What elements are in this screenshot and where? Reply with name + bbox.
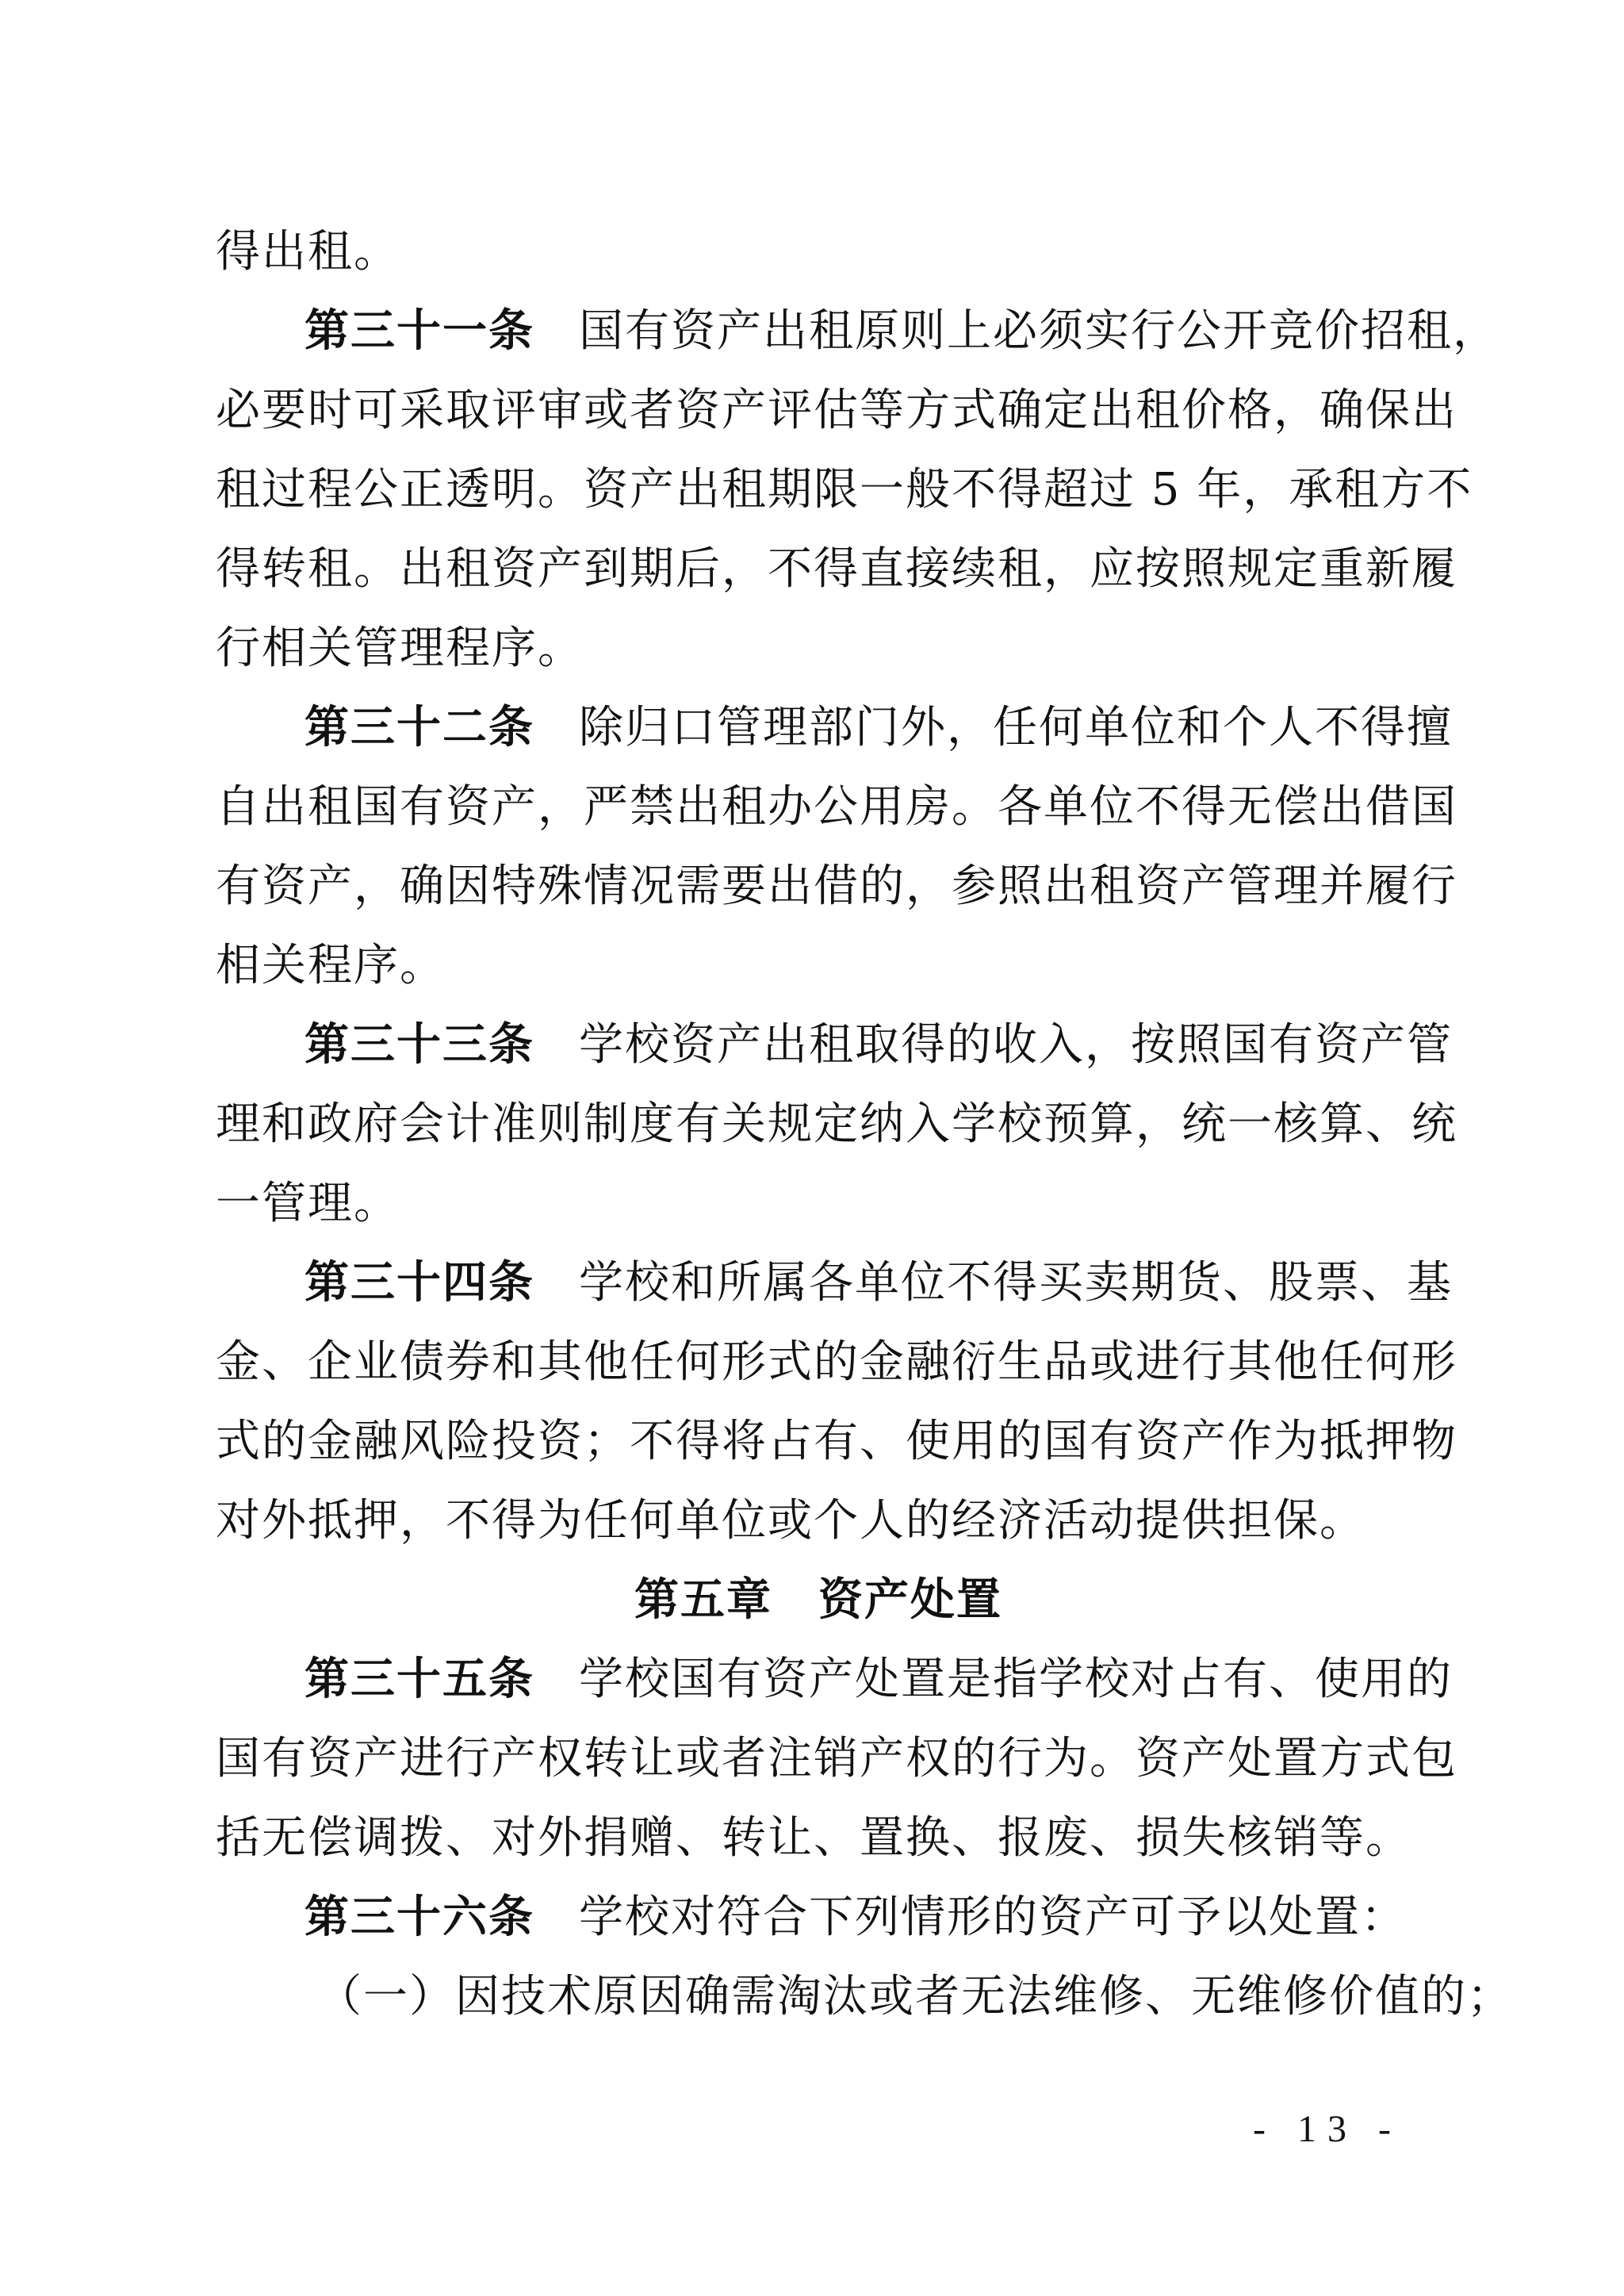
article-36 — [216, 1878, 1421, 1957]
text-line: 租过程公正透明。资产出租期限一般不得超过 5 年，承租方不 — [216, 464, 1473, 516]
article-text: 学校和所属各单位不得买卖期货、股票、基 — [579, 1257, 1453, 1309]
text-line: 有资产，确因特殊情况需要出借的，参照出租资产管理并履行 — [216, 861, 1457, 912]
article-text: 国有资产出租原则上必须实行公开竞价招租， — [579, 305, 1499, 357]
article-text: 除归口管理部门外，任何单位和个人不得擅 — [579, 702, 1453, 753]
article-title: 第三十二条 — [304, 702, 534, 753]
text-line: 得出租。 — [216, 226, 400, 278]
text-line: 理和政府会计准则制度有关规定纳入学校预算，统一核算、统 — [216, 1098, 1457, 1150]
article-title: 第三十五条 — [304, 1654, 534, 1705]
list-item: （一）因技术原因确需淘汰或者无法维修、无维修价值的； — [317, 1971, 1513, 2022]
chapter-heading: 第五章 资产处置 — [634, 1574, 1002, 1626]
text-line: 必要时可采取评审或者资产评估等方式确定出租价格，确保出 — [216, 385, 1457, 436]
text-line: 行相关管理程序。 — [216, 623, 584, 674]
article-title: 第三十三条 — [304, 1019, 534, 1071]
text-line: 括无偿调拨、对外捐赠、转让、置换、报废、损失核销等。 — [216, 1812, 1411, 1864]
article-text: 学校国有资产处置是指学校对占有、使用的 — [579, 1654, 1453, 1705]
text-line: 一管理。 — [216, 1178, 400, 1229]
article-34 — [216, 1244, 1453, 1323]
article-text: 学校对符合下列情形的资产可予以处置： — [579, 1892, 1407, 1943]
text-line: 国有资产进行产权转让或者注销产权的行为。资产处置方式包 — [216, 1733, 1457, 1784]
article-title: 第三十六条 — [304, 1892, 534, 1943]
article-33 — [216, 1006, 1453, 1085]
article-text: 学校资产出租取得的收入，按照国有资产管 — [579, 1019, 1453, 1071]
body-text — [216, 213, 1513, 2037]
text-line: 金、企业债券和其他任何形式的金融衍生品或进行其他任何形 — [216, 1336, 1457, 1388]
article-32 — [216, 688, 1453, 768]
text-line: 得转租。出租资产到期后，不得直接续租，应按照规定重新履 — [216, 543, 1457, 595]
text-line: 式的金融风险投资；不得将占有、使用的国有资产作为抵押物 — [216, 1416, 1457, 1467]
article-title: 第三十四条 — [304, 1257, 534, 1309]
article-35 — [216, 1640, 1453, 1719]
article-31 — [216, 292, 1499, 371]
article-title: 第三十一条 — [304, 305, 534, 357]
text-line: 对外抵押，不得为任何单位或个人的经济活动提供担保。 — [216, 1495, 1365, 1547]
text-line: 相关程序。 — [216, 940, 446, 991]
text-line: 自出租国有资产，严禁出租办公用房。各单位不得无偿出借国 — [216, 781, 1457, 833]
page-number: - 13 - — [1253, 2108, 1402, 2150]
